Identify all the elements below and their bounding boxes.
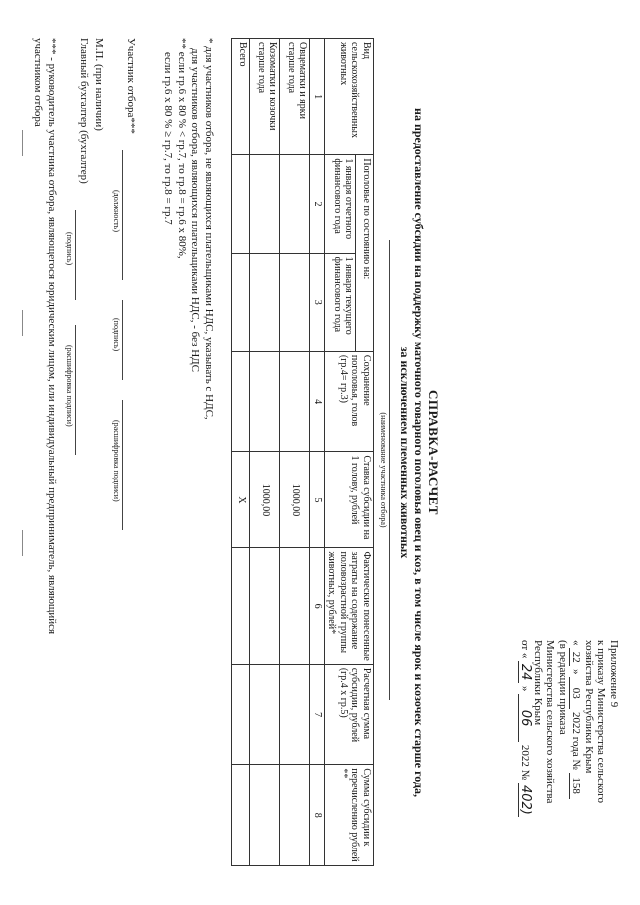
participant-name-caption: (наименование участника отбора)	[379, 412, 388, 528]
table-header-row	[356, 39, 374, 866]
table-number-row	[310, 39, 325, 866]
note-line: ** если гр.6 х 80 % < гр.7, то гр.8 = гр.6 х 80%,	[176, 38, 188, 259]
cell	[250, 351, 280, 452]
cell	[250, 765, 280, 866]
title-line: за исключением племенных животных	[398, 346, 412, 559]
appendix-line: Республики Крым	[532, 640, 544, 726]
appendix-date-line: « 22 » 03 2022 года № 158	[569, 640, 583, 890]
header-col4: Сохранение поголовья, голов (гр.4= гр.3)	[325, 351, 374, 452]
footnote-line: *** - руководитель участника отбора, являющегося юридическим лицом, или индивидуальный предприниматель, являющийся	[46, 38, 58, 635]
cell	[280, 351, 310, 452]
cell	[280, 155, 310, 253]
cell	[280, 253, 310, 351]
note-line: если гр.6 х 80 % ≥ гр.7, то гр.8 = гр.7	[162, 52, 175, 225]
appendix-date-line: от « 24 » 06 2022 № 402)	[518, 640, 532, 890]
header-col3: 1 января текущего финансового года	[325, 253, 356, 351]
row-rate: 1000,00	[280, 452, 310, 548]
row-label: Овцематки и ярки старше года	[280, 39, 310, 155]
title-line: на предоставление субсидии на поддержку маточного товарного поголовья овец и коз, в том числе ярок и козочек старше года,	[412, 108, 426, 797]
date2-day: 24	[518, 661, 532, 683]
header-col2: 1 января отчетного финансового года	[325, 155, 356, 253]
appendix-line: Приложение 9	[608, 640, 620, 708]
header-livestock: Поголовье по состоянию на:	[356, 155, 374, 352]
cell	[232, 664, 250, 765]
cell	[232, 548, 250, 664]
header-animal-type: Вид сельскохозяйственных животных	[325, 39, 374, 155]
table-notes	[161, 38, 215, 868]
position-line	[122, 150, 123, 280]
caption-position: (должность)	[112, 190, 121, 232]
cell	[250, 253, 280, 351]
cell	[280, 765, 310, 866]
note-line: * для участников отбора, не являющихся плательщиками НДС, указывать с НДС,	[203, 38, 215, 420]
date1-month: 03	[569, 677, 583, 709]
date1-number: 158	[569, 773, 583, 799]
date1-day: 22	[569, 648, 583, 666]
col-number: 5	[310, 452, 325, 548]
seal-label: М.П. (при наличии)	[93, 38, 105, 131]
cell	[232, 765, 250, 866]
accountant-signature-line	[75, 210, 76, 300]
note-line: для участников отбора, являющихся плательщиками НДС, - без НДС	[189, 48, 202, 372]
title-main: СПРАВКА-РАСЧЕТ	[426, 390, 441, 515]
appendix-block	[518, 640, 620, 890]
header-col8: Сумма субсидии к перечислению рублей **	[325, 765, 374, 866]
col-number: 8	[310, 765, 325, 866]
caption-decode: (расшифровка подписи)	[112, 420, 121, 502]
footnote-line: участником отбора	[32, 38, 44, 127]
accountant-label: Главный бухгалтер (бухгалтер)	[78, 38, 90, 184]
date2-month: 06	[518, 694, 532, 742]
bottom-dash	[22, 530, 23, 556]
header-col5: Ставка субсидии на 1 голову, рублей	[325, 452, 374, 548]
table-row	[232, 39, 250, 866]
cell	[250, 548, 280, 664]
col-number: 1	[310, 39, 325, 155]
cell	[250, 664, 280, 765]
col-number: 7	[310, 664, 325, 765]
appendix-line: (в редакции приказа	[557, 640, 569, 735]
calculation-table	[232, 38, 375, 866]
cell	[250, 155, 280, 253]
document-title	[398, 10, 440, 895]
date2-number: 402)	[518, 783, 532, 817]
cell	[232, 253, 250, 351]
participant-label: Участник отбора***	[125, 38, 137, 134]
header-col6: Фактические понесенные затраты на содержание половозрастной группы животных, рублей*	[325, 548, 374, 664]
appendix-line: к приказу Министерства сельского	[595, 640, 608, 803]
caption-signature: (подпись)	[112, 318, 121, 352]
appendix-line: хозяйства Республики Крым	[583, 640, 595, 774]
cell	[232, 351, 250, 452]
cell	[280, 548, 310, 664]
row-rate: 1000,00	[250, 452, 280, 548]
bottom-dash	[22, 310, 23, 336]
row-label: Всего	[232, 39, 250, 155]
table-row	[280, 39, 310, 866]
col-number: 4	[310, 351, 325, 452]
decode-line	[122, 400, 123, 530]
bottom-dash	[22, 130, 23, 156]
signature-line	[122, 300, 123, 380]
cell	[232, 155, 250, 253]
appendix-line: Министерства сельского хозяйства	[544, 640, 557, 804]
table-row	[250, 39, 280, 866]
caption-accountant-signature: (подпись)	[65, 232, 74, 266]
row-rate: X	[232, 452, 250, 548]
col-number: 3	[310, 253, 325, 351]
header-col7: Расчетная сумма субсидии, рублей (гр.4 х гр.5)	[325, 664, 374, 765]
row-label: Козоматки и козочки старше года	[250, 39, 280, 155]
cell	[280, 664, 310, 765]
participant-name-line	[389, 240, 390, 700]
rotated-page	[20, 10, 620, 895]
caption-accountant-decode: (расшифровка подписи)	[65, 345, 74, 427]
accountant-decode-line	[75, 325, 76, 455]
col-number: 2	[310, 155, 325, 253]
col-number: 6	[310, 548, 325, 664]
